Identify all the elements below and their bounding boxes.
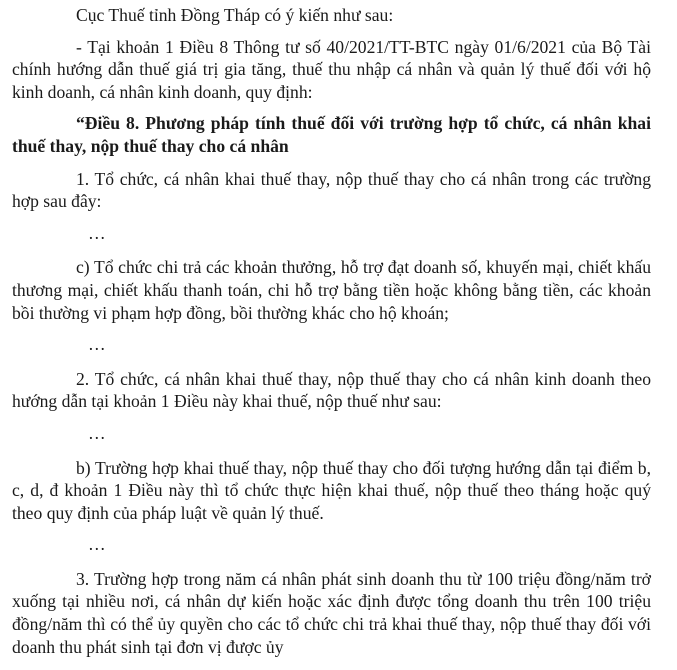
clause-1c-paragraph: c) Tổ chức chi trả các khoản thưởng, hỗ trợ đạt doanh số, khuyến mại, chiết khấu thương mại, chiết khấu thanh toán, chi hỗ trợ bằng tiền hoặc không bằng tiền, các khoản bồi thường vi phạm hợp đồng, bồi thường khác cho hộ khoán;	[12, 257, 651, 323]
ellipsis-2: …	[88, 334, 106, 355]
article-heading: “Điều 8. Phương pháp tính thuế đối với trường hợp tổ chức, cá nhân khai thuế thay, nộp thuế thay cho cá nhân	[12, 113, 651, 156]
clause-3-paragraph: 3. Trường hợp trong năm cá nhân phát sinh doanh thu từ 100 triệu đồng/năm trở xuống tại nhiều nơi, cá nhân dự kiến hoặc xác định được tổng doanh thu trên 100 triệu đồng/năm thì có thể ủy quyền cho các tổ chức chi trả khai thuế thay, nộp thuế thay đối với doanh thu phát sinh tại đơn vị được ủy	[12, 568, 651, 657]
clause-2-paragraph: 2. Tổ chức, cá nhân khai thuế thay, nộp thuế thay cho cá nhân kinh doanh theo hướng dẫn tại khoản 1 Điều này khai thuế, nộp thuế như sau:	[12, 368, 651, 412]
citation-paragraph: - Tại khoản 1 Điều 8 Thông tư số 40/2021/TT-BTC ngày 01/6/2021 của Bộ Tài chính hướng dẫn thuế giá trị gia tăng, thuế thu nhập cá nhân và quản lý thuế đối với hộ kinh doanh, cá nhân kinh doanh, quy định:	[12, 36, 651, 102]
ellipsis-4: …	[88, 534, 106, 555]
clause-1-paragraph: 1. Tổ chức, cá nhân khai thuế thay, nộp thuế thay cho cá nhân trong các trường hợp sau đây:	[12, 168, 651, 212]
intro-paragraph: Cục Thuế tỉnh Đồng Tháp có ý kiến như sau:	[76, 5, 394, 25]
ellipsis-3: …	[88, 422, 106, 443]
ellipsis-1: …	[88, 222, 106, 243]
clause-2b-paragraph: b) Trường hợp khai thuế thay, nộp thuế thay cho đối tượng hướng dẫn tại điểm b, c, d, đ khoản 1 Điều này thì tổ chức thực hiện khai thuế, nộp thuế theo tháng hoặc quý theo quy định của pháp luật về quản lý thuế.	[12, 457, 651, 523]
